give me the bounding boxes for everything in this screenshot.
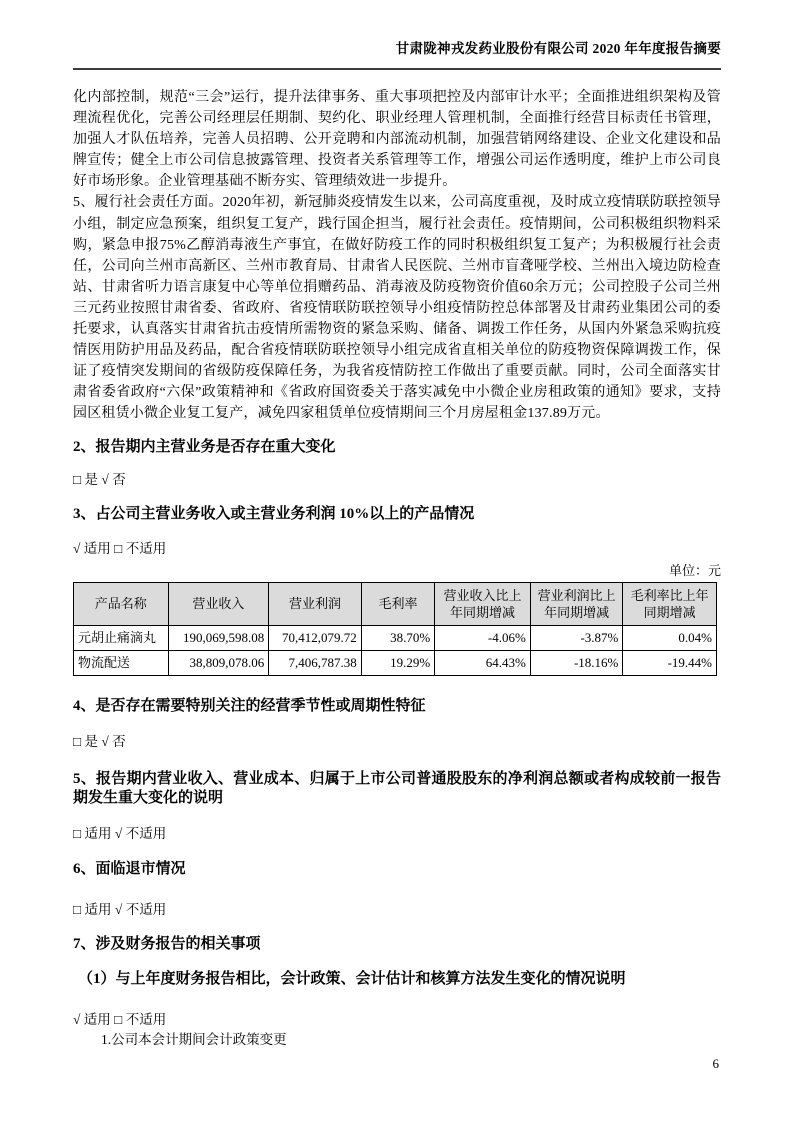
section-5-applicability: □ 适用 √ 不适用	[73, 825, 167, 841]
col-header-operating-revenue: 营业收入	[168, 582, 269, 625]
header-divider	[73, 68, 721, 70]
section-3-heading: 3、占公司主营业务收入或主营业务利润 10%以上的产品情况	[73, 505, 475, 522]
cell-operating-profit: 70,412,079.72	[269, 625, 362, 650]
paragraph-governance-continuation: 化内部控制，规范“三会”运行，提升法律事务、重大事项把控及内部审计水平；全面推进组织架构及管理流程优化，完善公司经理层任期制、契约化、职业经理人管理机制，全面推行经营目标责任书管理，加强人才队伍培养，完善人员招聘、公开竞聘和内部流动机制，加强营销网络建设、企业文化建设和品牌宣传；健全上市公司信息披露管理、投资者关系管理等工作，增强公司运作透明度，维护上市公司良好市场形象。企业管理基础不断夯实、管理绩效进一步提升。	[73, 90, 721, 190]
cell-operating-revenue: 190,069,598.08	[168, 625, 269, 650]
table-unit-row	[73, 563, 721, 579]
unit-label: 单位：元	[668, 562, 721, 578]
cell-revenue-yoy: 64.43%	[435, 650, 531, 675]
section-4-heading: 4、是否存在需要特别关注的经营季节性或周期性特征	[73, 697, 426, 714]
col-header-revenue-yoy: 营业收入比上年同期增减	[435, 582, 531, 625]
accounting-policy-change-item: 1.公司本会计期间会计政策变更	[101, 1031, 287, 1047]
cell-product-name: 元胡止痛滴丸	[74, 625, 169, 650]
table-row-logistics-distribution	[74, 650, 717, 675]
col-header-product-name: 产品名称	[74, 582, 169, 625]
cell-margin-yoy: 0.04%	[623, 625, 717, 650]
table-row-yuanhu-dripping-pills	[74, 625, 717, 650]
document-header-title: 甘肃陇神戎发药业股份有限公司 2020 年年度报告摘要	[395, 41, 721, 56]
cell-operating-revenue: 38,809,078.06	[168, 650, 269, 675]
cell-profit-yoy: -3.87%	[530, 625, 623, 650]
section-7-heading: 7、涉及财务报告的相关事项	[73, 935, 261, 952]
col-header-profit-yoy: 营业利润比上年同期增减	[530, 582, 623, 625]
col-header-operating-profit: 营业利润	[269, 582, 362, 625]
cell-operating-profit: 7,406,787.38	[269, 650, 362, 675]
section-4-answer: □ 是 √ 否	[73, 733, 126, 749]
cell-revenue-yoy: -4.06%	[435, 625, 531, 650]
section-7-1-applicability: √ 适用 □ 不适用	[73, 1011, 167, 1027]
cell-gross-margin: 38.70%	[361, 625, 434, 650]
paragraph-social-responsibility: 5、履行社会责任方面。2020年初，新冠肺炎疫情发生以来，公司高度重视，及时成立疫情联防联控领导小组，制定应急预案，组织复工复产，践行国企担当，履行社会责任。疫情期间，公司积极组织物料采购，紧急申报75%乙醇消毒液生产事宜，在做好防疫工作的同时积极组织复工复产；为积极履行社会责任，公司向兰州市高新区、兰州市教育局、甘肃省人民医院、兰州市盲聋哑学校、兰州出入境边防检查站、甘肃省听力语言康复中心等单位捐赠药品、消毒液及防疫物资价值60余万元；公司控股子公司兰州三元药业按照甘肃省委、省政府、省疫情联防联控领导小组疫情防控总体部署及甘肃药业集团公司的委托要求，认真落实甘肃省抗击疫情所需物资的紧急采购、储备、调拨工作任务，从国内外紧急采购抗疫情医用防护用品及药品，配合省疫情联防联控领导小组完成省直相关单位的防疫物资保障调拨工作，保证了疫情突发期间的省级防疫保障任务，为我省疫情防控工作做出了重要贡献。同时，公司全面落实甘肃省委省政府“六保”政策精神和《省政府国资委关于落实减免中小微企业房租政策的通知》要求，支持园区租赁小微企业复工复产，减免四家租赁单位疫情期间三个月房屋租金137.89万元。	[73, 195, 721, 422]
section-6-applicability: □ 适用 √ 不适用	[73, 901, 167, 917]
section-2-heading: 2、报告期内主营业务是否存在重大变化	[73, 438, 336, 455]
section-5-heading: 5、报告期内营业收入、营业成本、归属于上市公司普通股股东的净利润总额或者构成较前一报告期发生重大变化的说明	[73, 770, 721, 806]
col-header-margin-yoy: 毛利率比上年同期增减	[623, 582, 717, 625]
product-table-header-row	[74, 582, 717, 625]
cell-profit-yoy: -18.16%	[530, 650, 623, 675]
product-table	[73, 582, 717, 676]
cell-product-name: 物流配送	[74, 650, 169, 675]
section-3-applicability: √ 适用 □ 不适用	[73, 540, 167, 556]
section-2-answer: □ 是 √ 否	[73, 471, 126, 487]
col-header-gross-margin: 毛利率	[361, 582, 434, 625]
page-number: 6	[712, 1056, 719, 1071]
document-header	[73, 0, 721, 57]
cell-margin-yoy: -19.44%	[623, 650, 717, 675]
cell-gross-margin: 19.29%	[361, 650, 434, 675]
section-6-heading: 6、面临退市情况	[73, 860, 186, 877]
section-7-1-heading: （1）与上年度财务报告相比，会计政策、会计估计和核算方法发生变化的情况说明	[78, 970, 626, 987]
